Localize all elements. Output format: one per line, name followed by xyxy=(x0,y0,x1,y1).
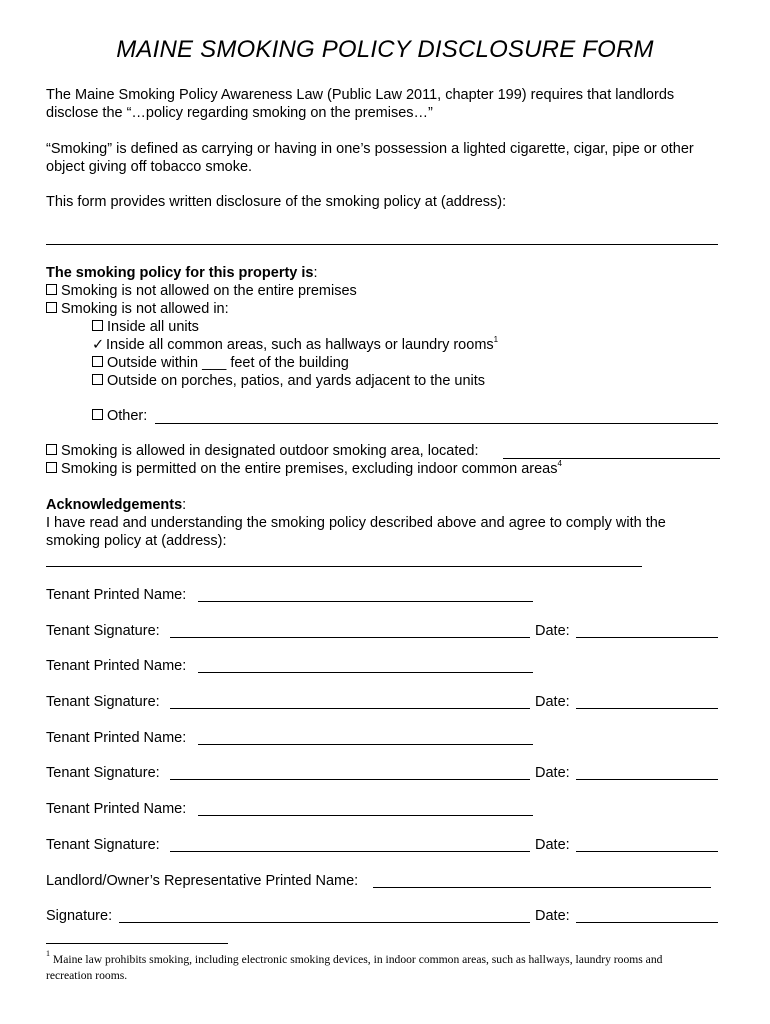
landlord-date-label: Date: xyxy=(535,908,570,924)
option-permitted-entire[interactable] xyxy=(46,460,736,478)
tenant-3-date-field[interactable] xyxy=(576,763,718,780)
intro-line-1: The Maine Smoking Policy Awareness Law (Public Law 2011, chapter 199) requires that landlords xyxy=(46,87,675,103)
tenant-1-printed-name-label: Tenant Printed Name: xyxy=(46,587,187,603)
checkmark-icon[interactable]: ✓ xyxy=(92,337,105,353)
sub-option-common-areas-label: Inside all common areas, such as hallways or laundry rooms xyxy=(106,337,494,353)
option-entire-premises-label: Smoking is not allowed on the entire premises xyxy=(61,283,357,299)
checkbox-icon[interactable] xyxy=(92,356,103,367)
outside-within-label: Outside within xyxy=(107,355,199,371)
footnote-ref-4: 4 xyxy=(557,459,562,468)
checkbox-icon[interactable] xyxy=(92,409,103,420)
landlord-printed-name-label: Landlord/Owner’s Representative Printed Name: xyxy=(46,873,359,889)
property-address-field[interactable] xyxy=(46,228,718,245)
tenant-3-signature-field[interactable] xyxy=(170,763,530,780)
sub-option-porches-label: Outside on porches, patios, and yards adjacent to the units xyxy=(107,373,486,389)
option-not-allowed-in[interactable] xyxy=(46,300,736,318)
tenant-4-printed-name-field[interactable] xyxy=(198,799,533,816)
disclosure-address-label: This form provides written disclosure of the smoking policy at (address): xyxy=(46,194,507,210)
tenant-1-printed-name-field[interactable] xyxy=(198,585,533,602)
tenant-2-printed-name-label: Tenant Printed Name: xyxy=(46,658,187,674)
landlord-signature-field[interactable] xyxy=(119,906,530,923)
tenant-1-date-label: Date: xyxy=(535,623,570,639)
sub-option-outside-within[interactable] xyxy=(92,354,732,372)
ack-paragraph xyxy=(46,514,736,550)
tenant-3-signature-label: Tenant Signature: xyxy=(46,765,160,781)
tenant-1-date-field[interactable] xyxy=(576,621,718,638)
sub-option-common-areas[interactable] xyxy=(92,336,732,354)
tenant-4-signature-label: Tenant Signature: xyxy=(46,837,160,853)
feet-blank[interactable]: ___ xyxy=(202,355,227,371)
landlord-printed-name-field[interactable] xyxy=(373,871,711,888)
definition-line-1: “Smoking” is defined as carrying or having in one’s possession a lighted cigarette, cigar, pipe or other xyxy=(46,141,694,157)
tenant-2-printed-name-field[interactable] xyxy=(198,656,533,673)
tenant-2-date-label: Date: xyxy=(535,694,570,710)
ack-address-field[interactable] xyxy=(46,550,642,567)
footnote-line-1 xyxy=(46,949,730,968)
policy-heading-text: The smoking policy for this property is xyxy=(46,265,314,281)
option-entire-premises[interactable] xyxy=(46,282,736,300)
ack-heading xyxy=(46,496,736,514)
feet-of-building-label: feet of the building xyxy=(230,355,349,371)
checkbox-icon[interactable] xyxy=(92,374,103,385)
sub-option-inside-units-label: Inside all units xyxy=(107,319,199,335)
checkbox-icon[interactable] xyxy=(46,444,57,455)
ack-heading-text: Acknowledgements xyxy=(46,497,183,513)
tenant-3-date-label: Date: xyxy=(535,765,570,781)
tenant-4-printed-name-label: Tenant Printed Name: xyxy=(46,801,187,817)
checkbox-icon[interactable] xyxy=(46,462,57,473)
tenant-3-printed-name-field[interactable] xyxy=(198,728,533,745)
definition-paragraph xyxy=(46,140,736,176)
footnote-line-2: recreation rooms. xyxy=(46,969,128,982)
sub-option-other-label: Other: xyxy=(107,408,148,424)
ack-line-2: smoking policy at (address): xyxy=(46,533,227,549)
landlord-date-field[interactable] xyxy=(576,906,718,923)
designated-area-field[interactable] xyxy=(503,442,720,459)
tenant-2-signature-label: Tenant Signature: xyxy=(46,694,160,710)
tenant-4-date-label: Date: xyxy=(535,837,570,853)
footnote-line-1-text: Maine law prohibits smoking, including electronic smoking devices, in indoor common areas, such as hallways, laundry rooms and xyxy=(52,953,663,966)
option-not-allowed-in-label: Smoking is not allowed in: xyxy=(61,301,229,317)
checkbox-icon[interactable] xyxy=(46,284,57,295)
checkbox-icon[interactable] xyxy=(92,320,103,331)
footnote-marker: 1 xyxy=(46,949,50,958)
tenant-4-signature-field[interactable] xyxy=(170,835,530,852)
tenant-1-signature-field[interactable] xyxy=(170,621,530,638)
policy-heading-colon: : xyxy=(313,265,318,281)
policy-heading xyxy=(46,264,736,282)
checkbox-icon[interactable] xyxy=(46,302,57,313)
option-designated-area-label: Smoking is allowed in designated outdoor smoking area, located: xyxy=(61,443,479,459)
sub-option-inside-units[interactable] xyxy=(92,318,732,336)
footnote xyxy=(46,949,730,984)
footnote-ref-1: 1 xyxy=(493,335,499,344)
tenant-2-signature-field[interactable] xyxy=(170,692,530,709)
intro-paragraph xyxy=(46,86,736,122)
ack-line-1: I have read and understanding the smoking policy described above and agree to comply with the xyxy=(46,515,666,531)
definition-line-2: object giving off tobacco smoke. xyxy=(46,159,253,175)
page-title: MAINE SMOKING POLICY DISCLOSURE FORM xyxy=(116,36,654,63)
tenant-2-date-field[interactable] xyxy=(576,692,718,709)
intro-line-2: disclose the “…policy regarding smoking on the premises…” xyxy=(46,105,433,121)
other-field[interactable] xyxy=(155,407,718,424)
footnote-divider xyxy=(46,943,228,944)
sub-option-porches[interactable] xyxy=(92,372,732,390)
ack-heading-colon: : xyxy=(182,497,187,513)
tenant-3-printed-name-label: Tenant Printed Name: xyxy=(46,730,187,746)
tenant-4-date-field[interactable] xyxy=(576,835,718,852)
tenant-1-signature-label: Tenant Signature: xyxy=(46,623,160,639)
landlord-signature-label: Signature: xyxy=(46,908,113,924)
option-permitted-entire-label: Smoking is permitted on the entire premises, excluding indoor common areas xyxy=(61,461,558,477)
